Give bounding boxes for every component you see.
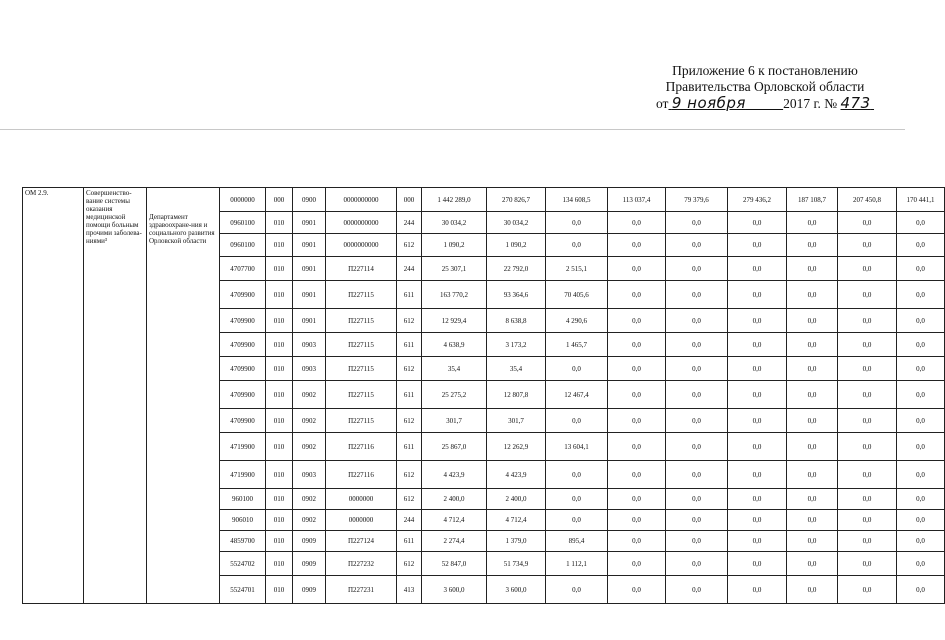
year-2016-cell: 0,0 xyxy=(608,461,666,489)
year-2021-cell: 0,0 xyxy=(897,381,945,409)
year-2014-cell: 270 826,7 xyxy=(487,188,546,212)
appendix-title: Приложение 6 к постановлению xyxy=(672,63,858,78)
year-2021-cell: 0,0 xyxy=(897,212,945,234)
total-amount-cell: 25 867,0 xyxy=(422,433,487,461)
section-code-cell: 0902 xyxy=(293,489,326,510)
section-code-cell: 0901 xyxy=(293,281,326,309)
year-2017-cell: 0,0 xyxy=(666,357,728,381)
expense-type-cell: 612 xyxy=(397,489,422,510)
year-2020-cell: 0,0 xyxy=(838,212,897,234)
expense-type-cell: 244 xyxy=(397,510,422,531)
budget-table xyxy=(22,187,945,604)
kbk-code-cell: 4709900 xyxy=(220,333,266,357)
year-2021-cell: 0,0 xyxy=(897,433,945,461)
year-2014-cell: 1 090,2 xyxy=(487,234,546,257)
year-2019-cell: 0,0 xyxy=(787,433,838,461)
expense-type-cell: 000 xyxy=(397,188,422,212)
total-amount-cell: 2 274,4 xyxy=(422,531,487,552)
target-code-cell: П227115 xyxy=(326,281,397,309)
year-2021-cell: 0,0 xyxy=(897,531,945,552)
year-2015-cell: 0,0 xyxy=(546,357,608,381)
year-2017-cell: 0,0 xyxy=(666,212,728,234)
expense-type-cell: 611 xyxy=(397,531,422,552)
target-code-cell: 0000000000 xyxy=(326,188,397,212)
year-2015-cell: 0,0 xyxy=(546,576,608,604)
year-2017-cell: 0,0 xyxy=(666,489,728,510)
year-2021-cell: 0,0 xyxy=(897,461,945,489)
year-2016-cell: 0,0 xyxy=(608,510,666,531)
total-amount-cell: 30 034,2 xyxy=(422,212,487,234)
year-2016-cell: 0,0 xyxy=(608,309,666,333)
budget-table-wrapper xyxy=(22,187,935,594)
grbs-code-cell: 010 xyxy=(266,257,293,281)
year-2020-cell: 0,0 xyxy=(838,531,897,552)
target-code-cell: 0000000000 xyxy=(326,234,397,257)
year-2014-cell: 3 173,2 xyxy=(487,333,546,357)
kbk-code-cell: 960100 xyxy=(220,489,266,510)
total-amount-cell: 25 275,2 xyxy=(422,381,487,409)
year-2017-cell: 0,0 xyxy=(666,461,728,489)
expense-type-cell: 244 xyxy=(397,212,422,234)
year-2021-cell: 0,0 xyxy=(897,409,945,433)
year-2016-cell: 0,0 xyxy=(608,531,666,552)
target-code-cell: П227116 xyxy=(326,461,397,489)
year-2016-cell: 0,0 xyxy=(608,357,666,381)
year-2016-cell: 0,0 xyxy=(608,409,666,433)
grbs-code-cell: 010 xyxy=(266,333,293,357)
year-2016-cell: 0,0 xyxy=(608,433,666,461)
target-code-cell: П227116 xyxy=(326,433,397,461)
total-amount-cell: 52 847,0 xyxy=(422,552,487,576)
kbk-code-cell: 4709900 xyxy=(220,309,266,333)
year-2018-cell: 0,0 xyxy=(728,281,787,309)
year-2018-cell: 0,0 xyxy=(728,576,787,604)
section-code-cell: 0909 xyxy=(293,552,326,576)
year-2019-cell: 0,0 xyxy=(787,510,838,531)
year-2014-cell: 22 792,0 xyxy=(487,257,546,281)
year-2019-cell: 187 108,7 xyxy=(787,188,838,212)
total-amount-cell: 1 090,2 xyxy=(422,234,487,257)
section-code-cell: 0901 xyxy=(293,234,326,257)
year-2014-cell: 3 600,0 xyxy=(487,576,546,604)
target-code-cell: 0000000 xyxy=(326,489,397,510)
section-code-cell: 0901 xyxy=(293,309,326,333)
year-2017-cell: 0,0 xyxy=(666,576,728,604)
kbk-code-cell: 4719900 xyxy=(220,461,266,489)
section-code-cell: 0903 xyxy=(293,461,326,489)
year-2016-cell: 113 037,4 xyxy=(608,188,666,212)
year-2020-cell: 0,0 xyxy=(838,333,897,357)
year-2017-cell: 0,0 xyxy=(666,333,728,357)
year-2016-cell: 0,0 xyxy=(608,257,666,281)
year-2019-cell: 0,0 xyxy=(787,212,838,234)
year-2014-cell: 35,4 xyxy=(487,357,546,381)
year-2021-cell: 0,0 xyxy=(897,333,945,357)
year-2019-cell: 0,0 xyxy=(787,333,838,357)
section-code-cell: 0909 xyxy=(293,576,326,604)
expense-type-cell: 612 xyxy=(397,234,422,257)
total-amount-cell: 163 770,2 xyxy=(422,281,487,309)
year-2019-cell: 0,0 xyxy=(787,381,838,409)
section-code-cell: 0901 xyxy=(293,212,326,234)
grbs-code-cell: 010 xyxy=(266,531,293,552)
year-2015-cell: 70 405,6 xyxy=(546,281,608,309)
target-code-cell: 0000000 xyxy=(326,510,397,531)
kbk-code-cell: 5524702 xyxy=(220,552,266,576)
year-2021-cell: 170 441,1 xyxy=(897,188,945,212)
target-code-cell: П227115 xyxy=(326,409,397,433)
year-2017-cell: 0,0 xyxy=(666,257,728,281)
year-2016-cell: 0,0 xyxy=(608,234,666,257)
kbk-code-cell: 0960100 xyxy=(220,234,266,257)
expense-type-cell: 413 xyxy=(397,576,422,604)
kbk-code-cell: 4709900 xyxy=(220,281,266,309)
year-2016-cell: 0,0 xyxy=(608,576,666,604)
year-2016-cell: 0,0 xyxy=(608,281,666,309)
year-2015-cell: 0,0 xyxy=(546,234,608,257)
section-code-cell: 0903 xyxy=(293,333,326,357)
year-2014-cell: 4 712,4 xyxy=(487,510,546,531)
year-2020-cell: 0,0 xyxy=(838,281,897,309)
year-2020-cell: 0,0 xyxy=(838,309,897,333)
expense-type-cell: 611 xyxy=(397,281,422,309)
grbs-code-cell: 010 xyxy=(266,489,293,510)
section-code-cell: 0902 xyxy=(293,433,326,461)
year-2021-cell: 0,0 xyxy=(897,309,945,333)
year-2020-cell: 0,0 xyxy=(838,489,897,510)
year-2018-cell: 0,0 xyxy=(728,409,787,433)
year-2017-cell: 79 379,6 xyxy=(666,188,728,212)
year-2021-cell: 0,0 xyxy=(897,281,945,309)
year-2014-cell: 30 034,2 xyxy=(487,212,546,234)
year-2017-cell: 0,0 xyxy=(666,309,728,333)
executor-blank-cell xyxy=(147,188,220,212)
year-2018-cell: 0,0 xyxy=(728,489,787,510)
grbs-code-cell: 010 xyxy=(266,409,293,433)
year-2015-cell: 13 604,1 xyxy=(546,433,608,461)
year-2019-cell: 0,0 xyxy=(787,281,838,309)
year-2020-cell: 0,0 xyxy=(838,357,897,381)
year-2015-cell: 0,0 xyxy=(546,461,608,489)
year-2020-cell: 0,0 xyxy=(838,510,897,531)
year-2014-cell: 4 423,9 xyxy=(487,461,546,489)
year-2018-cell: 0,0 xyxy=(728,257,787,281)
budget-table-body xyxy=(23,188,945,604)
section-code-cell: 0902 xyxy=(293,381,326,409)
year-2021-cell: 0,0 xyxy=(897,257,945,281)
year-2015-cell: 2 515,1 xyxy=(546,257,608,281)
total-amount-cell: 4 638,9 xyxy=(422,333,487,357)
year-2019-cell: 0,0 xyxy=(787,576,838,604)
year-2015-cell: 12 467,4 xyxy=(546,381,608,409)
year-2018-cell: 0,0 xyxy=(728,357,787,381)
year-2017-cell: 0,0 xyxy=(666,510,728,531)
year-2014-cell: 8 638,8 xyxy=(487,309,546,333)
year-2017-cell: 0,0 xyxy=(666,409,728,433)
handwritten-date: 9 ноября xyxy=(671,94,746,112)
year-2015-cell: 4 290,6 xyxy=(546,309,608,333)
year-2015-cell: 0,0 xyxy=(546,409,608,433)
year-2019-cell: 0,0 xyxy=(787,552,838,576)
target-code-cell: П227115 xyxy=(326,309,397,333)
year-2020-cell: 0,0 xyxy=(838,576,897,604)
executor-cell xyxy=(147,212,220,604)
year-2020-cell: 0,0 xyxy=(838,433,897,461)
grbs-code-cell: 010 xyxy=(266,309,293,333)
year-2021-cell: 0,0 xyxy=(897,510,945,531)
year-2018-cell: 0,0 xyxy=(728,309,787,333)
total-amount-cell: 4 423,9 xyxy=(422,461,487,489)
year-2020-cell: 0,0 xyxy=(838,461,897,489)
year-2014-cell: 51 734,9 xyxy=(487,552,546,576)
year-2021-cell: 0,0 xyxy=(897,489,945,510)
year-2014-cell: 1 379,0 xyxy=(487,531,546,552)
appendix-authority: Правительства Орловской области xyxy=(665,79,865,94)
grbs-code-cell: 010 xyxy=(266,576,293,604)
kbk-code-cell: 5524701 xyxy=(220,576,266,604)
year-2021-cell: 0,0 xyxy=(897,552,945,576)
year-2021-cell: 0,0 xyxy=(897,576,945,604)
section-code-cell: 0909 xyxy=(293,531,326,552)
date-suffix: 2017 г. № xyxy=(783,96,838,111)
year-2019-cell: 0,0 xyxy=(787,309,838,333)
grbs-code-cell: 010 xyxy=(266,552,293,576)
year-2020-cell: 0,0 xyxy=(838,552,897,576)
section-code-cell: 0901 xyxy=(293,257,326,281)
grbs-code-cell: 010 xyxy=(266,510,293,531)
year-2019-cell: 0,0 xyxy=(787,531,838,552)
year-2016-cell: 0,0 xyxy=(608,333,666,357)
year-2015-cell: 0,0 xyxy=(546,510,608,531)
year-2019-cell: 0,0 xyxy=(787,357,838,381)
year-2019-cell: 0,0 xyxy=(787,409,838,433)
year-2017-cell: 0,0 xyxy=(666,552,728,576)
total-amount-cell: 25 307,1 xyxy=(422,257,487,281)
total-amount-cell: 4 712,4 xyxy=(422,510,487,531)
handwritten-number: 473 xyxy=(840,94,871,112)
kbk-code-cell: 4709900 xyxy=(220,357,266,381)
section-code-cell: 0900 xyxy=(293,188,326,212)
kbk-code-cell: 0960100 xyxy=(220,212,266,234)
expense-type-cell: 612 xyxy=(397,309,422,333)
year-2014-cell: 2 400,0 xyxy=(487,489,546,510)
year-2015-cell: 1 112,1 xyxy=(546,552,608,576)
kbk-code-cell: 4709900 xyxy=(220,409,266,433)
kbk-code-cell: 906010 xyxy=(220,510,266,531)
expense-type-cell: 612 xyxy=(397,409,422,433)
grbs-code-cell: 010 xyxy=(266,212,293,234)
target-code-cell: П227124 xyxy=(326,531,397,552)
year-2020-cell: 0,0 xyxy=(838,234,897,257)
kbk-code-cell: 4709900 xyxy=(220,381,266,409)
executor-text: Департамент здравоохране-ния и социального развития Орловской области xyxy=(149,212,215,245)
year-2014-cell: 12 807,8 xyxy=(487,381,546,409)
year-2017-cell: 0,0 xyxy=(666,234,728,257)
year-2017-cell: 0,0 xyxy=(666,531,728,552)
year-2018-cell: 0,0 xyxy=(728,552,787,576)
target-code-cell: П227115 xyxy=(326,357,397,381)
year-2019-cell: 0,0 xyxy=(787,234,838,257)
kbk-code-cell: 4707700 xyxy=(220,257,266,281)
grbs-code-cell: 010 xyxy=(266,461,293,489)
year-2020-cell: 207 450,8 xyxy=(838,188,897,212)
year-2016-cell: 0,0 xyxy=(608,552,666,576)
year-2016-cell: 0,0 xyxy=(608,212,666,234)
year-2018-cell: 0,0 xyxy=(728,212,787,234)
year-2014-cell: 12 262,9 xyxy=(487,433,546,461)
document-header xyxy=(640,63,890,112)
total-amount-cell: 35,4 xyxy=(422,357,487,381)
year-2015-cell: 134 608,5 xyxy=(546,188,608,212)
year-2015-cell: 0,0 xyxy=(546,212,608,234)
year-2016-cell: 0,0 xyxy=(608,489,666,510)
grbs-code-cell: 010 xyxy=(266,433,293,461)
year-2021-cell: 0,0 xyxy=(897,234,945,257)
target-code-cell: 0000000000 xyxy=(326,212,397,234)
year-2017-cell: 0,0 xyxy=(666,281,728,309)
kbk-code-cell: 4859700 xyxy=(220,531,266,552)
year-2015-cell: 895,4 xyxy=(546,531,608,552)
year-2021-cell: 0,0 xyxy=(897,357,945,381)
year-2018-cell: 0,0 xyxy=(728,433,787,461)
expense-type-cell: 244 xyxy=(397,257,422,281)
year-2016-cell: 0,0 xyxy=(608,381,666,409)
grbs-code-cell: 010 xyxy=(266,234,293,257)
year-2015-cell: 1 465,7 xyxy=(546,333,608,357)
year-2014-cell: 301,7 xyxy=(487,409,546,433)
table-row xyxy=(23,188,945,212)
year-2020-cell: 0,0 xyxy=(838,381,897,409)
section-code-cell: 0902 xyxy=(293,510,326,531)
year-2018-cell: 0,0 xyxy=(728,461,787,489)
target-code-cell: П227232 xyxy=(326,552,397,576)
year-2018-cell: 0,0 xyxy=(728,333,787,357)
section-code-cell: 0902 xyxy=(293,409,326,433)
section-code-cell: 0903 xyxy=(293,357,326,381)
grbs-code-cell: 010 xyxy=(266,381,293,409)
target-code-cell: П227231 xyxy=(326,576,397,604)
grbs-code-cell: 010 xyxy=(266,281,293,309)
table-row xyxy=(23,212,945,234)
expense-type-cell: 612 xyxy=(397,552,422,576)
total-amount-cell: 2 400,0 xyxy=(422,489,487,510)
year-2018-cell: 0,0 xyxy=(728,381,787,409)
total-amount-cell: 3 600,0 xyxy=(422,576,487,604)
target-code-cell: П227115 xyxy=(326,381,397,409)
year-2019-cell: 0,0 xyxy=(787,257,838,281)
year-2017-cell: 0,0 xyxy=(666,381,728,409)
year-2014-cell: 93 364,6 xyxy=(487,281,546,309)
date-prefix: от xyxy=(655,96,669,111)
measure-code-cell: ОМ 2.9. xyxy=(23,188,84,604)
year-2018-cell: 279 436,2 xyxy=(728,188,787,212)
expense-type-cell: 611 xyxy=(397,333,422,357)
grbs-code-cell: 010 xyxy=(266,357,293,381)
expense-type-cell: 612 xyxy=(397,357,422,381)
expense-type-cell: 612 xyxy=(397,461,422,489)
target-code-cell: П227114 xyxy=(326,257,397,281)
kbk-code-cell: 4719900 xyxy=(220,433,266,461)
year-2019-cell: 0,0 xyxy=(787,461,838,489)
kbk-code-cell: 0000000 xyxy=(220,188,266,212)
year-2015-cell: 0,0 xyxy=(546,489,608,510)
appendix-date-line xyxy=(640,95,890,112)
expense-type-cell: 611 xyxy=(397,433,422,461)
total-amount-cell: 1 442 289,0 xyxy=(422,188,487,212)
year-2018-cell: 0,0 xyxy=(728,510,787,531)
year-2019-cell: 0,0 xyxy=(787,489,838,510)
scan-edge-line xyxy=(0,129,905,130)
year-2020-cell: 0,0 xyxy=(838,257,897,281)
total-amount-cell: 301,7 xyxy=(422,409,487,433)
year-2018-cell: 0,0 xyxy=(728,531,787,552)
expense-type-cell: 611 xyxy=(397,381,422,409)
year-2018-cell: 0,0 xyxy=(728,234,787,257)
total-amount-cell: 12 929,4 xyxy=(422,309,487,333)
year-2020-cell: 0,0 xyxy=(838,409,897,433)
measure-description-cell: Совершенство-вание системы оказания медицинской помощи больным прочими заболева-ниями³ xyxy=(84,188,147,604)
target-code-cell: П227115 xyxy=(326,333,397,357)
grbs-code-cell: 000 xyxy=(266,188,293,212)
year-2017-cell: 0,0 xyxy=(666,433,728,461)
